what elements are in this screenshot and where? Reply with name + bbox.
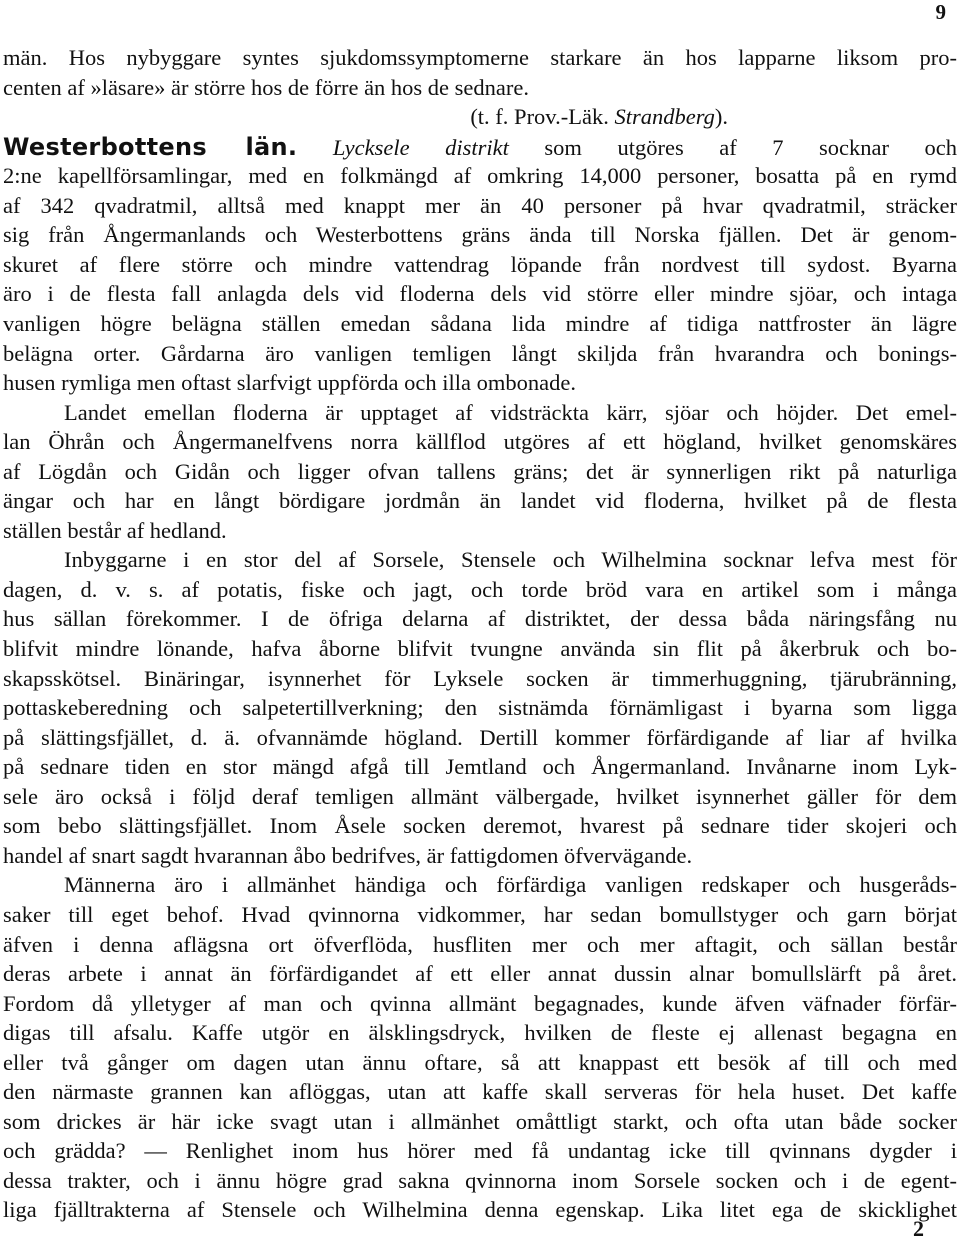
- text-line: pottaskeberedning och salpetertillverkning; den sistnämda förnämligast i byarna som ligga: [3, 695, 957, 720]
- text-line: sele äro också i följd deraf temligen allmänt välbergade, hvilket isynnerhet gäller för dem: [3, 784, 957, 809]
- text-line: liga fjälltrakterna af Stensele och Wilhelmina denna egenskap. Lika litet ega de skicklighet: [3, 1197, 957, 1222]
- text-line: och grädda? — Renlighet inom hus hörer med få undantag icke till qvinnans dygder i: [3, 1138, 957, 1163]
- text-line: dessa trakter, och i ännu högre grad sakna qvinnorna inom Sorsele socken och i de egent-: [3, 1168, 957, 1193]
- text-line: blifvit mindre lönande, hafva åborne blifvit tvungne använda sin flit på åkerbruk och bo-: [3, 636, 957, 661]
- text-line: på slättingsfjället, d. ä. ofvannämde högland. Dertill kommer förfärdigande af liar af hvilka: [3, 725, 957, 750]
- text-line: husen rymliga men oftast slarfvigt uppförda och illa ombonade.: [3, 370, 576, 395]
- page-number: 9: [935, 0, 946, 24]
- section-heading-line: Westerbottens län. Lycksele distrikt som utgöres af 7 socknar och: [3, 133, 957, 161]
- signature-mark: 2: [913, 1216, 924, 1241]
- text-line: som bebo slättingsfjället. Inom Åsele socken deremot, hvarest på sednare tider skojeri och: [3, 813, 957, 838]
- text-line: lan Öhrån och Ångermanelfvens norra källflod utgöres af ett högland, hvilket genomskäres: [3, 429, 957, 454]
- text-line: skapsskötsel. Binäringar, isynnerhet för Lyksele socken är timmerhuggning, tjärubränning,: [3, 666, 957, 691]
- text-line: af 342 qvadratmil, alltså med knappt mer än 40 personer på hvar qvadratmil, sträcker: [3, 193, 957, 218]
- text-line: äfven i denna aflägsna ort öfverflöda, husfliten mer och mer aftagit, och sällan består: [3, 932, 957, 957]
- text-line: skuret af flere större och mindre vattendrag löpande från nordvest till sydost. Byarna: [3, 252, 957, 277]
- text-line: digas till afsalu. Kaffe utgör en älsklingsdryck, hvilken de fleste ej allenast begagna en: [3, 1020, 957, 1045]
- text-line: Männerna äro i allmänhet händiga och förfärdiga vanligen redskaper och husgeråds-: [64, 872, 957, 897]
- signature-line: (t. f. Prov.-Läk. Strandberg).: [470, 104, 728, 129]
- text-line: dagen, d. v. s. af potatis, fiske och jagt, och torde bröd vara en artikel som i många: [3, 577, 957, 602]
- text-line: deras arbete i annat än förfärdigandet af ett eller annat dussin alnar bomullslärft på året.: [3, 961, 957, 986]
- text-line: handel af snart sagdt hvarannan åbo bedrifves, är fattigdomen öfvervägande.: [3, 843, 693, 868]
- text-line: den närmaste grannen kan aflöggas, utan att kaffe skall serveras för hela huset. Det kaffe: [3, 1079, 957, 1104]
- text-line: sig från Ångermanlands och Westerbottens gräns ända till Norska fjällen. Det är genom-: [3, 222, 957, 247]
- text-line: 2:ne kapellförsamlingar, med en folkmängd af omkring 14,000 personer, bosatta på en rymd: [3, 163, 957, 188]
- text-line: ängar och har en långt bördigare jordmån än landet vid floderna, hvilket på de flesta: [3, 488, 957, 513]
- text-line: belägna orter. Gårdarna äro vanligen temligen långt skiljda från hvarandra och bonings-: [3, 341, 957, 366]
- section-heading: Westerbottens län.: [3, 133, 298, 161]
- text-line: af Lögdån och Gidån och ligger ofvan tallens gräns; det är synnerligen rikt på naturliga: [3, 459, 957, 484]
- text-line: äro i de flesta fall anlagda dels vid floderna dels vid större eller mindre sjöar, och intaga: [3, 281, 957, 306]
- text-line: Landet emellan floderna är upptaget af vidsträckta kärr, sjöar och höjder. Det emel-: [64, 400, 957, 425]
- text-line: vanligen högre belägna ställen emedan sådana lida mindre af tidiga nattfroster än lägre: [3, 311, 957, 336]
- text-line: saker till eget behof. Hvad qvinnorna vidkommer, har sedan bomullstyger och garn börjat: [3, 902, 957, 927]
- text-line: som drickes är här icke svagt utan i allmänhet omåttligt starkt, och ofta utan både socker: [3, 1109, 957, 1134]
- text-line: Fordom då ylletyger af man och qvinna allmänt begagnades, kunde äfven väfnader förfär-: [3, 991, 957, 1016]
- text-line: hus sällan förekommer. I de öfriga delarna af distriktet, der dessa båda näringsfång nu: [3, 606, 957, 631]
- text-line: män. Hos nybyggare syntes sjukdomssymptomerne starkare än hos lapparne liksom pro-: [3, 45, 957, 70]
- text-line: centen af »läsare» är större hos de förre än hos de sednare.: [3, 75, 530, 100]
- text-line: Inbyggarne i en stor del af Sorsele, Stensele och Wilhelmina socknar lefva mest för: [64, 547, 957, 572]
- author-name: Strandberg: [614, 104, 715, 129]
- text-line: eller två gånger om dagen utan ännu oftare, så att knappast ett besök af till och med: [3, 1050, 957, 1075]
- district-name: Lycksele distrikt: [332, 135, 509, 160]
- text-line: ställen består af hedland.: [3, 518, 227, 543]
- text-line: på sednare tiden en stor mängd afgå till Jemtland och Ångermanland. Invånarne inom Lyk-: [3, 754, 957, 779]
